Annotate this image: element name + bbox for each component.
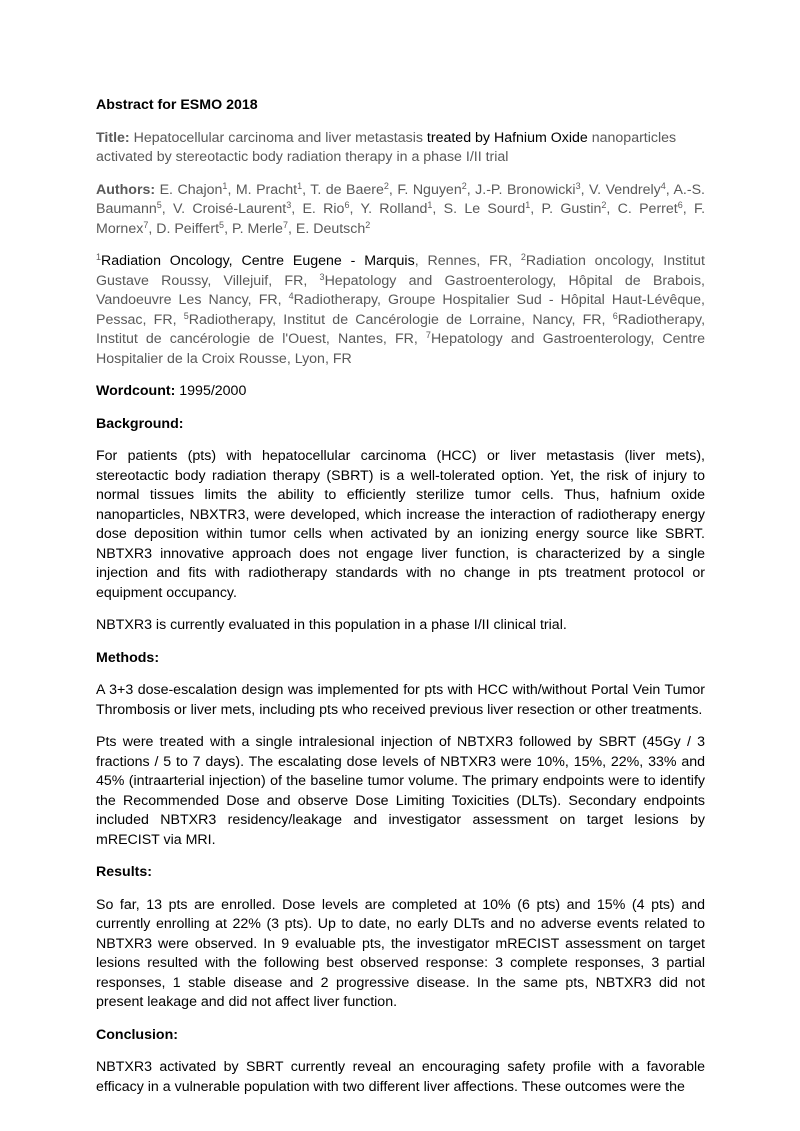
author [618,201,683,217]
author-affiliation-number: 2 [383,180,389,191]
author-name: E. Deutsch [295,220,366,237]
affiliation-number: 4 [288,291,294,301]
title-text-part2: treated by Hafnium Oxide [426,129,588,146]
author-affiliation-number: 2 [461,180,467,191]
authors-names: E. Chajon$^1$, M. Pracht$^1$, T. de Baere$^2$, F. Nguyen$^2$, J.-P. Bronowicki$^3$, V. Vendrely$^4$, A.-S. Baumann$^5$, V. Croisé-Laurent$^3$, E. Rio$^6$, Y. Rolland$^1$, S. Le Sourd$^1$, P. Gustin$^2$, C. Perret$^6$, F. Mornex$^7$, D. Peiffert$^5$, P. Merle$^7$, E. Deutsch$^2$ [96,180,706,237]
affiliation-number: 6 [612,310,618,321]
author-affiliation-number: 6 [344,200,350,210]
author-name: F. Mornex [96,201,706,237]
abstract-title [96,129,705,168]
affiliation-text: Radiation oncology, Institut Gustave Roussy, Villejuif, FR [96,253,705,289]
section-methods [96,649,705,851]
author-affiliation-number: 2 [601,200,607,210]
section-heading: Methods: [96,649,160,666]
author-name: F. Nguyen [397,181,462,198]
author-name: V. Croisé-Laurent [172,201,287,217]
author-name: P. Merle [231,220,283,237]
author-name: E. Rio [302,201,345,217]
author-name: P. Gustin [541,201,602,217]
author-affiliation-number: 2 [365,219,371,230]
author-affiliation-number: 1 [222,180,228,191]
title-text-part1: Hepatocellular carcinoma and liver metastasis [129,129,427,146]
author-name: S. Le Sourd [443,201,526,217]
section-conclusion [96,1026,705,1098]
author [160,182,228,198]
author-affiliation-number: 5 [219,219,225,230]
wordcount [96,382,705,402]
affiliation-number: 3 [319,271,325,282]
section-paragraph: NBTXR3 activated by SBRT currently reveal an encouraging safety profile with a favorable efficacy in a vulnerable population with two different liver affections. These outcomes were the [96,1059,705,1095]
author-affiliation-number: 3 [575,180,581,191]
affiliation-number: 2 [520,252,526,262]
author-affiliation-number: 1 [297,180,303,191]
document-header: Abstract for ESMO 2018 [96,97,258,113]
author [156,221,224,237]
author-affiliation-number: 3 [286,200,292,210]
author [310,182,389,198]
author-name: A.-S. Baumann [96,181,705,217]
affiliation-text: Hepatology and Gastroenterology, Hôpital de Brabois, Vandoeuvre Les Nancy, FR [96,272,705,308]
author [475,182,580,198]
author [173,201,291,217]
affiliation-number: 5 [183,310,189,321]
section-results [96,863,705,1013]
section-paragraph: Pts were treated with a single intralesional injection of NBTXR3 followed by SBRT (45Gy / 3 fractions / 5 to 7 days). The escalating dose levels of NBTXR3 were 10%, 15%, 22%, 33% and 45% (intraarterial injection) of the baseline tumor volume. The primary endpoints were to identify the Recommended Dose and observe Dose Limiting Toxicities (DLTs). Secondary endpoints included NBTXR3 residency/leakage and investigator assessment on target lesions by mRECIST via MRI. [96,734,705,848]
author-name: D. Peiffert [156,220,220,237]
author-affiliation-number: 1 [525,200,531,210]
author-affiliation-number: 7 [282,219,288,230]
wordcount-value: 1995/2000 [175,383,247,399]
wordcount-label: Wordcount: [96,383,176,399]
author [232,221,288,237]
section-heading: Conclusion: [96,1026,178,1043]
section-paragraph: NBTXR3 is currently evaluated in this population in a phase I/II clinical trial. [96,617,567,633]
author-name: J.-P. Bronowicki [475,181,576,198]
affiliation-text: Hepatology and Gastroenterology, Centre Hospitalier de la Croix Rousse, Lyon, FR [96,331,705,367]
author [542,201,607,217]
affiliation-text: Radiotherapy, Institut de Cancérologie de Lorraine, Nancy, FR [188,311,602,328]
author [360,201,432,217]
author-name: V. Vendrely [589,181,661,198]
author-name: E. Chajon [159,181,223,198]
affiliation-highlight: Radiation Oncology, Centre Eugene - Marquis [101,253,415,269]
author [302,201,349,217]
abstract-page [96,96,705,1110]
author [296,221,370,237]
affiliation-text: Radiotherapy, Institut de cancérologie de l'Ouest, Nantes, FR [96,311,706,347]
author-name: M. Pracht [235,181,298,198]
authors-list [96,181,705,240]
affiliation-number: 1 [96,252,102,262]
title-text-part3: nanoparticles activated by stereotactic body radiation therapy in a phase I/II trial [96,129,677,165]
affiliations: $^1$Radiation Oncology, Centre Eugene - Marquis, Rennes, FR, $^2$Radiation oncology, Institut Gustave Roussy, Villejuif, FR, $^3$Hepatology and Gastroenterology, Hôpital de Brabois, Vandoeuvre Les Nancy, FR, $^4$Radiotherapy, Groupe Hospitalier Sud - Hôpital Haut-Lévêque, Pessac, FR, $^5$Radiotherapy, Institut de Cancérologie de Lorraine, Nancy, FR, $^6$Radiotherapy, Institut de cancérologie de l'Ouest, Nantes, FR, $^7$Hepatology and Gastroenterology, Centre Hospitalier de la Croix Rousse, Lyon, FR [96,252,706,367]
authors-label: Authors: [96,181,156,198]
affiliation-text: Radiotherapy, Groupe Hospitalier Sud - Hôpital Haut-Lévêque, Pessac, FR [96,292,705,328]
section-background [96,415,705,636]
author [397,182,466,198]
author-affiliation-number: 4 [660,180,666,191]
author-affiliation-number: 6 [677,200,683,210]
section-heading: Results: [96,864,152,880]
author [589,182,666,198]
author-affiliation-number: 1 [427,200,433,210]
title-label: Title: [96,129,130,146]
affiliation [184,312,602,328]
author [444,201,531,217]
affiliation-number: 7 [425,330,431,340]
section-paragraph: So far, 13 pts are enrolled. Dose levels are completed at 10% (6 pts) and 15% (4 pts) and currently enrolling at 22% (3 pts). Up to date, no early DLTs and no adverse events related to NBTXR3 were observed. In 9 evaluable pts, the investigator mRECIST assessment on target lesions resulted with the following best observed response: 3 complete responses, 3 partial responses, 1 stable disease and 2 progressive disease. In the same pts, NBTXR3 did not present leakage and did not affect liver function. [96,896,705,1010]
author-name: T. de Baere [310,181,384,198]
author [236,182,302,198]
section-heading: Background: [96,415,184,432]
author-affiliation-number: 5 [156,200,162,210]
section-paragraph: A 3+3 dose-escalation design was implemented for pts with HCC with/without Portal Vein Tumor Thrombosis or liver mets, including pts who received previous liver resection or other treatments. [96,682,705,718]
section-paragraph: For patients (pts) with hepatocellular carcinoma (HCC) or liver metastasis (liver mets), stereotactic body radiation therapy (SBRT) is a well-tolerated option. Yet, the risk of injury to normal tissues limits the ability to efficiently sterilize tumor cells. Thus, hafnium oxide nanoparticles, NBXTR3, were developed, which increase the interaction of radiotherapy energy dose deposition within tumor cells when activated by an ionizing energy source like SBRT. NBTXR3 innovative approach does not engage liver function, is characterized by a single injection and fits with radiotherapy standards with no change in pts treatment protocol or equipment occupancy. [96,448,705,601]
author-name: Y. Rolland [360,201,428,217]
author-name: C. Perret [617,201,678,217]
affiliation-text: , Rennes, FR [414,253,509,269]
affiliation [96,253,508,269]
author-affiliation-number: 7 [143,219,149,230]
